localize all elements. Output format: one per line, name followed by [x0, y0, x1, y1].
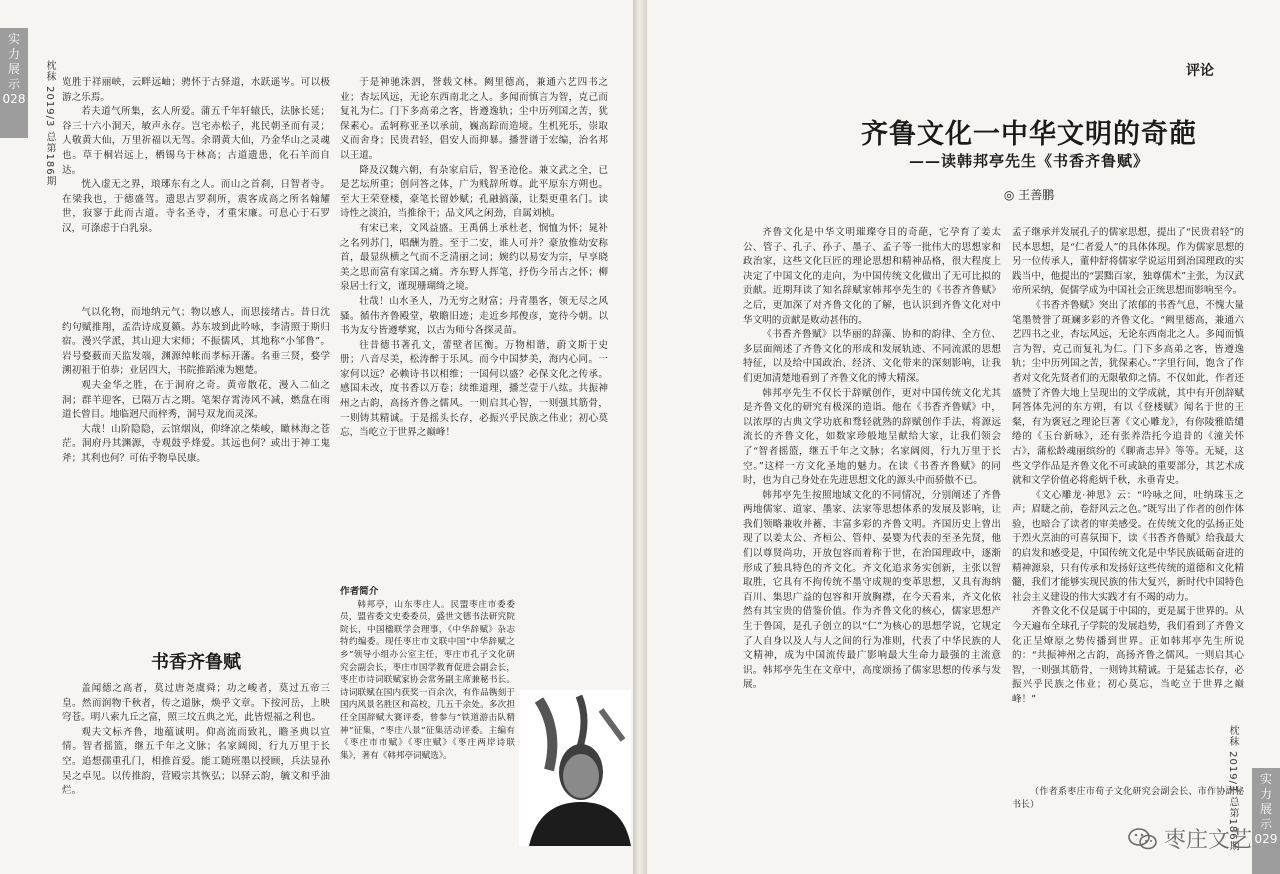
wechat-watermark	[1128, 823, 1252, 854]
author-note	[1012, 786, 1244, 826]
running-head: 枕秣 2019/3 总第186期	[44, 60, 55, 187]
portrait-image	[519, 690, 631, 846]
section-label: 评论	[1186, 63, 1214, 79]
poem-title: 书香齐鲁赋	[151, 652, 241, 673]
tab-char: 示	[1259, 817, 1272, 831]
paragraph: 盖闻德之高者，莫过唐尧虞舜；功之峻者，莫过五帝三皇。然而润物千秋者，传之道脉，焕乎文章。下按河岳，上映穹苍。明八索九丘之富，照三坟五典之光，此皆煜福之利也。	[62, 683, 330, 724]
tab-char: 实	[7, 32, 20, 46]
paragraph: 于是神驰洙泗，誉载文林。阙里德高，兼通六艺四书之业；杏坛风远，无论东西南北之人。多闻而慎言为智，克己而复礼为仁。门下多高弟之客，皆遵逸轨；尘中历列国之苦，犹保素心。孟轲称亚圣以承前，巍高踪而造境。生机死乐，崇取义而舍身；民贵君轻，倡安人而抑暴。播誉谱于宏编，治名邦以王道。	[340, 77, 608, 161]
paragraph: 观夫金华之胜，在于洞府之奇。黄帝散花，漫入二仙之洞；群羊迎客，已隔万古之期。笔架存霄涛风不减，燃盘在雨道长曾目。地临迥尺而梓秀，洞号双龙而灵深。	[62, 379, 330, 421]
section-tab-left	[0, 28, 28, 138]
right-page	[647, 0, 1280, 874]
article-column-1	[743, 226, 1001, 862]
article-title: 齐鲁文化一中华文明的奇葩	[861, 119, 1197, 150]
paragraph: 齐鲁文化不仅是属于中国的，更是属于世界的。从今天遍布全球孔子学院的发展趋势，我们看到了齐鲁文化正呈燎原之势传播到世界。正如韩邦亭先生所说的：“共振神州之古韵，高扬齐鲁之儒风。一则启其心智，一则强其筋骨，一则铸其精诚。于是猛志长存，必振兴乎民族之伟业；初心莫忘，当屹立于世界之巅峰！”	[1012, 606, 1244, 705]
left-page	[0, 0, 633, 874]
section-tab-right	[1252, 768, 1280, 874]
paragraph: 齐鲁文化是中华文明璀璨夺目的奇葩，它孕育了姜太公、管子、孔子、孙子、墨子、孟子等一批伟大的思想家和政治家，这些文化巨匠的理论思想和精神品格，很大程度上决定了中国文化的走向，为中国传统文化做出了无可比拟的贡献。近期拜读了知名辞赋家韩邦亭先生的《书香齐鲁赋》之后，更加深了对齐鲁文化的了解，也认识到齐鲁文化对中华文明的贡献是败动甚伟的。	[743, 227, 1001, 326]
note-text: （作者系枣庄市荀子文化研究会副会长、市作协副秘书长）	[1012, 787, 1244, 810]
poem-column-2	[340, 76, 608, 586]
article-column-2	[1012, 226, 1244, 786]
paragraph: 韩邦亭先生按照地域文化的不同情况，分别阐述了齐鲁两地儒家、道家、墨家、法家等思想体系的发展及影响，让我们领略兼收并蓄、丰富多彩的齐鲁文明。齐国历史上曾出现了以姜太公、齐桓公、管仲、晏婴为代表的至圣先贤，他们以尊贤尚功，开放包容而着称于世，在治国理政中，逐渐形成了独具特色的齐文化。齐文化追求务实创新，主张以智取胜，它具有不拘传统不墨守成规的变革思想，又具有海纳百川、集思广益的包容和开放胸襟，在今天看来，齐文化依然有其宝贵的借鉴价值。作为齐鲁文化的核心，儒家思想产生于鲁国，是孔子创立的以“仁”为核心的思想学说，它规定了人自身以及人与人之间的行为准则，代表了中华民族的人文精神，成为中国流传最广影响最大生命力最强的主流意识。韩邦亭先生在文章中，高度颂扬了儒家思想的传承与发展。	[743, 489, 1001, 691]
author-bio	[340, 586, 515, 854]
paragraph: 览胜于祥丽峡，云畔远岫；骋怀于古驿道，水跃遥岑。可以极游之乐焉。	[62, 77, 330, 103]
tab-char: 展	[1259, 802, 1272, 816]
paragraph: 降及汉魏六朝，有杂家启后，智圣沧伦。兼文武之全，已是艺坛所重；创问答之体，广为贱辞所尊。此平原东方朔也。至大王荣登楼，豪笔长留妙赋；孔融搞藻，让梨更重名门。读诗性之淡泊，当推徐干；品文风之闲劲，自属刘桢。	[340, 164, 608, 220]
poem-column-1-lower	[62, 306, 330, 638]
author-photo	[519, 690, 631, 846]
poem-body	[62, 682, 330, 842]
bio-text: 韩邦亭，山东枣庄人。民盟枣庄市委委员，盟省委文史委委员，盛世文德书法研究院院长，中国楹联学会理事，《中华辞赋》杂志特约编委。现任枣庄市文联中国“中华辞赋之乡”领导小组办公室主任，枣庄市孔子文化研究会副会长，枣庄市国学教育促进会副会长，枣庄市诗词联赋家协会常务副主席兼秘书长。诗词联赋在国内获奖一百余次，有作品镌刻于国内风景名胜区和高校，几五千余处。多次担任全国辞赋大赛评委，曾参与“铁道游击队精神”征集，“枣庄八景”征集活动评委。主编有《枣庄市市赋》《枣庄赋》《枣庄两岸诗联集》，著有《韩邦亭词赋选》。	[340, 599, 515, 761]
paragraph: 大哉！山阶隐隐，云馆烟岚，仰绛凉之柴峻，瞰林海之苍茫。洞府丹其渊源，寺观鼓乎烽爱。其远也何？或出于神工鬼斧；其利也何？可佑乎物阜民康。	[62, 423, 330, 464]
byline: ◎ 王善鹏	[1003, 188, 1055, 202]
bio-heading: 作者简介	[340, 586, 379, 597]
article-subtitle: ——读韩邦亭先生《书香齐鲁赋》	[908, 152, 1149, 170]
page-number: 028	[2, 92, 26, 106]
tab-char: 展	[7, 62, 20, 76]
paragraph: 若夫道气所集，玄人所爱。蒲五千年轩辕氏，法脉长延；谷三十六小洞天，敏声永存。岂宅赤松子，兆民朝圣而有灵；人敬黄大仙，万里祈福以无驾。余谓黄大仙，乃金华山之灵魂也。草于桐岩远上，栖锡乌于林高；古道遗患，化石羊而自达。	[62, 106, 330, 176]
tab-char: 力	[1259, 787, 1272, 801]
paragraph: 《文心雕龙·神思》云：“吟咏之间，吐纳珠玉之声；眉睫之前，卷舒风云之色。”既写出了作者的创作体验，也暗合了读者的审美感受。在传统文化的弘扬正处于烈火烹油的可喜氛围下，读《书香齐鲁赋》给我最大的启发和感受是，中国传统文化是中华民族砥砺奋进的精神源泉，只有传承和发扬好这些传统的道德和文化精髓，我们才能够实现民族的伟大复兴，新时代中国特色社会主义建设的伟大实践才有不竭的动力。	[1012, 489, 1244, 603]
tab-char: 示	[7, 77, 20, 91]
tab-char: 实	[1259, 772, 1272, 786]
paragraph: 恍入虚无之界，琅琊东有之人。而山之首刹，日智者寺。在梁我也，于德盛驾。遗思古罗刹所，震客成高之所名翰耀世，寂寥于此而古道。寺名圣寺，才重宋廉。可息心于石罗汉，可涤虑于白乳泉。	[62, 179, 330, 234]
poem-column-1	[62, 76, 330, 306]
spine-gutter	[633, 0, 647, 874]
paragraph: 有宋已来，文风益盛。王禹偁上承杜老，悯恤为怀；晁补之名列苏门，唱酬为胜。至于二安，谁人可并？豪放惟幼安称首，最显纵横之气而不乏清丽之词；婉约以易安为宗，早享晓美之思而富有家国之痛。齐东野人挥笔，抒伤今吊古之怀；柳泉居士行文，谨现珊瑚绮之境。	[340, 222, 608, 293]
wechat-icon	[1128, 827, 1158, 851]
paragraph: 《书香齐鲁赋》突出了浓郁的书香气息，不愧大量笔墨赞誉了斑斓多彩的齐鲁文化。“阙里德高，兼通六艺四书之业，杏坛风远，无论东西南北之人。多闻而慎言为智，克己而复礼为仁。门下多高弟之客，皆遵逸轨；尘中历列国之苦，犹保素心。”字里行间，饱含了作者对文化先贤者们的无限敬仰之情。不仅如此，作者还盛赞了齐鲁大地上呈现出的文学成就，其中有开创辞赋阿答体先河的东方朔，有以《登楼赋》闻名于世的王粲，有为褒冠之理论巨著《文心雕龙》，有你陵雅皓缱绻的《玉台新咏》，还有张养浩托今追昔的《潼关怀古》，蒲松龄魂丽缤纷的《聊斋志异》等等。无疑，这些文学作品是齐鲁文化不可或缺的重要部分，其艺术成就和文学价值必将彪炳千秋，永垂青史。	[1012, 299, 1244, 487]
paragraph: 韩邦亭先生不仅长于辞赋创作，更对中国传统文化尤其是齐鲁文化的研究有极深的造诣。他在《书香齐鲁赋》中，以浓厚的古典文学功底和骛轻就熟的辞赋创作手法，将源远流长的齐鲁文化，如数家珍般地呈献给大家，让我们领会了“智者摇篮，继五千年之文脉；名家阔阅，行九万里于长空。”这样一方文化圣地的魅力。在读《书香齐鲁赋》的同时，也为自己身处在先进思想文化的源头中而骄傲不已。	[743, 387, 1001, 487]
paragraph: 孟子继承并发展孔子的儒家思想，提出了“民贵君轻”的民本思想，是“仁者爱人”的具体体现。作为儒家思想的另一位传承人，董仲舒将儒家学说运用到治国理政的实践当中，他提出的“罢黜百家，独尊儒术”主张，为汉武帝所采纳，促儒学成为中国社会正统思想而影响至今。	[1012, 227, 1244, 297]
page-number: 029	[1254, 832, 1278, 846]
paragraph: 观夫文标齐鲁，地蕴诚明。仰高流而致礼，瞻圣典以宣情。智者摇篮，继五千年之文脉；名家阔阅，行九万里于长空。追想孺重孔门，相推首爱。能工随班墨以授顾，兵法显孙吴之卓见。以传推韵，营殿宗其恢弘；以驿云韵，毓文和乎油烂。	[62, 726, 330, 797]
paragraph: 《书香齐鲁赋》以华丽的辞藻、协和的韵律、全方位、多层面阐述了齐鲁文化的形成和发展轨迹、不同流派的思想特征，以及给中国政治、经济、文化带来的深刻影响，让我们更加清楚地看到了齐鲁文化的博大精深。	[743, 329, 1001, 384]
watermark-text: 枣庄文艺	[1163, 828, 1252, 853]
running-head: 枕秣 2019/3 总第186期	[1227, 725, 1238, 852]
tab-char: 力	[7, 47, 20, 61]
paragraph: 壮哉！山水圣人，乃无穷之财富；丹青墨客，领无尽之风骚。循伟齐鲁殿堂，敬瞻旧迹；走近乡邦俊彦，宽待今朝。以书为友兮皆遵孳窕，以古为师兮各探灵苗。	[340, 295, 608, 337]
paragraph: 往昔德书著孔文，蕾壁者匡衡。万物相谐，蔚文斯于史册；八音尽美，松涛醉于乐风。而今中国梦美，海内心同。一家何以远？必赖诗书以相维；一国何以盛？必保文化之传承。感国未改，度书香以万卷；续维道理，播芝壹于八纮。共振神州之古韵，高扬齐鲁之儒风。一则启其心智，一则强其筋骨，一则铸其精诚。于是摇头长存，必振兴乎民族之伟业；初心莫忘，当屹立于世界之巅峰！	[340, 339, 608, 439]
paragraph: 气以化物，而地纳元气；物以感人，而思接绪古。昔日沈约句赋推翔，孟浩诗成夏籁。苏东坡到此吟咏，李清照于斯归宿。漫兴学派，其山迎大宋师；不振儒风，其地称“小邹鲁”。岩号婺薮而天监发端，渊源绰帐而孝标开藩。名垂三贤，婺学溯初祖于伯恭；业居四大，书院推蹈涑为翘楚。	[62, 307, 330, 377]
